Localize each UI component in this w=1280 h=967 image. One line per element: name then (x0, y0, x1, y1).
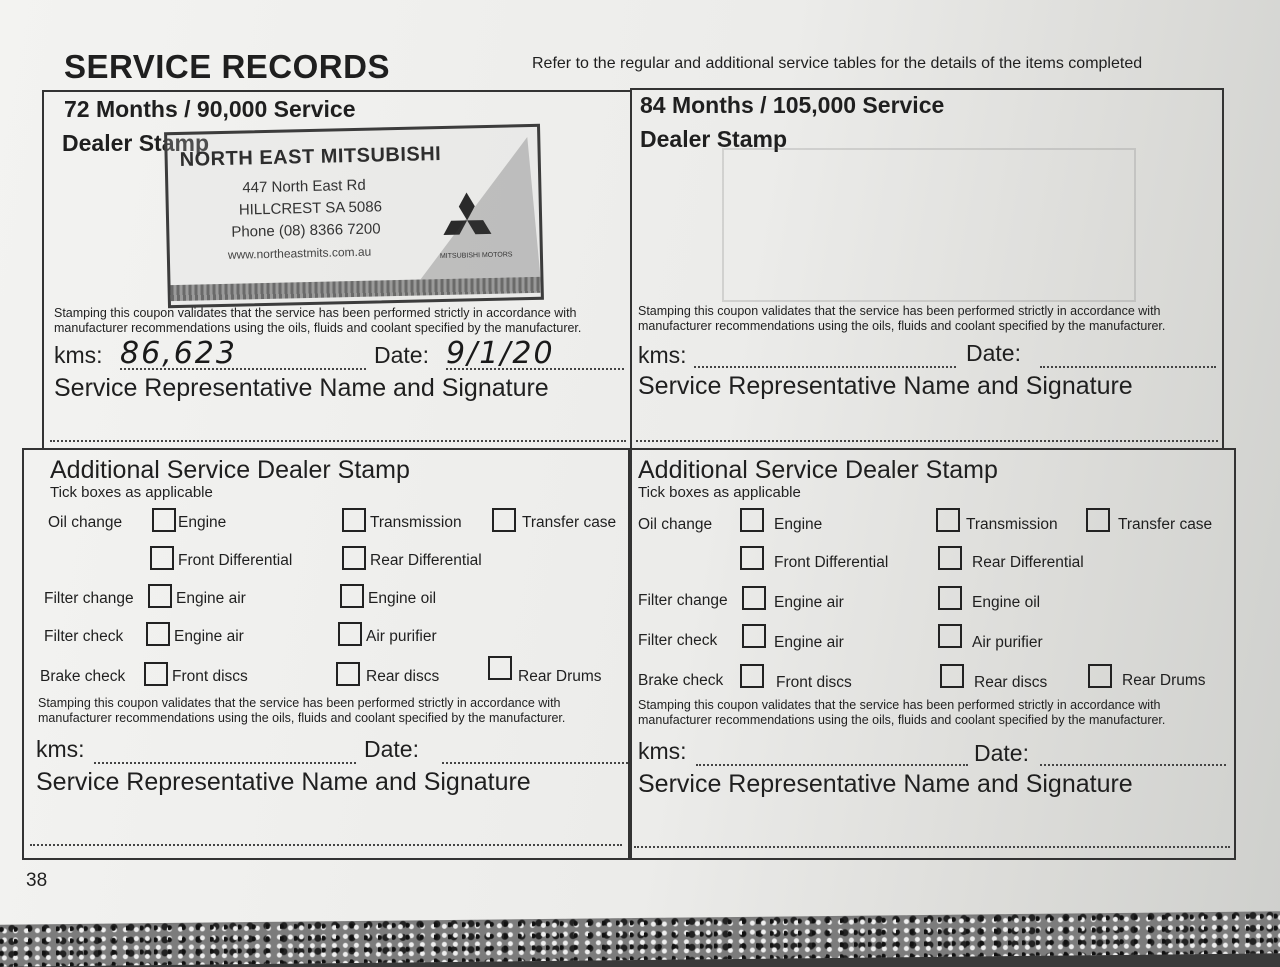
row-filter-change: Filter change (44, 590, 134, 607)
kms-label: kms: (54, 342, 103, 368)
stamp-disclaimer: Stamping this coupon validates that the service has been performed strictly in accordance with manufacturer recommendations using the oils, fluids and coolant specified by the manufacturer. (638, 304, 1166, 333)
opt-front-discs: Front discs (776, 674, 852, 691)
transfer-case-checkbox[interactable] (1086, 508, 1110, 532)
opt-engine: Engine (178, 514, 227, 531)
opt-transmission: Transmission (966, 516, 1058, 533)
date-label: Date: (974, 740, 1029, 766)
page-number: 38 (26, 870, 48, 891)
kms-label: kms: (638, 738, 687, 764)
additional-title: Additional Service Dealer Stamp (50, 456, 410, 484)
stamp-suburb: HILLCREST SA 5086 (238, 198, 383, 219)
engine-oil-change-checkbox[interactable] (740, 508, 764, 532)
rear-discs-checkbox[interactable] (336, 662, 360, 686)
date-line (1040, 764, 1226, 766)
engine-air-filter-check-checkbox[interactable] (146, 622, 170, 646)
row-oil-change: Oil change (48, 514, 123, 531)
opt-front-differential: Front Differential (774, 554, 889, 571)
tick-instructions: Tick boxes as applicable (638, 484, 801, 501)
transmission-checkbox[interactable] (936, 508, 960, 532)
signature-line (634, 846, 1230, 848)
opt-rear-differential: Rear Differential (370, 552, 482, 569)
opt-front-discs: Front discs (172, 668, 248, 685)
dealer-stamp (164, 124, 544, 308)
opt-engine-oil: Engine oil (972, 594, 1041, 611)
row-filter-change: Filter change (638, 592, 728, 609)
stamp-disclaimer: Stamping this coupon validates that the service has been performed strictly in accordance with manufacturer recommendations using the oils, fluids and coolant specified by the manufacturer. (54, 306, 582, 335)
additional-service-right-panel (628, 448, 1236, 860)
stamp-phone: Phone (08) 8366 7200 (231, 220, 381, 241)
signature-label: Service Representative Name and Signature (54, 374, 549, 402)
transmission-checkbox[interactable] (342, 508, 366, 532)
date-line (442, 762, 628, 764)
opt-air-purifier: Air purifier (366, 628, 437, 645)
additional-title: Additional Service Dealer Stamp (638, 456, 998, 484)
rear-differential-checkbox[interactable] (938, 546, 962, 570)
engine-oil-filter-checkbox[interactable] (938, 586, 962, 610)
service-84-months-panel (630, 88, 1224, 450)
opt-front-differential: Front Differential (178, 552, 293, 569)
stamp-dealer-name: NORTH EAST MITSUBISHI (179, 143, 442, 171)
row-filter-check: Filter check (44, 628, 124, 645)
signature-line (30, 844, 622, 846)
engine-air-filter-change-checkbox[interactable] (742, 586, 766, 610)
signature-label: Service Representative Name and Signature (36, 768, 531, 796)
air-purifier-checkbox[interactable] (938, 624, 962, 648)
header-note: Refer to the regular and additional service tables for the details of the items completed (532, 55, 1143, 72)
stamp-disclaimer: Stamping this coupon validates that the service has been performed strictly in accordance with manufacturer recommendations using the oils, fluids and coolant specified by the manufacturer. (38, 696, 566, 725)
stamp-disclaimer: Stamping this coupon validates that the service has been performed strictly in accordance with manufacturer recommendations using the oils, fluids and coolant specified by the manufacturer. (638, 698, 1166, 727)
service-title: 72 Months / 90,000 Service (64, 96, 356, 122)
opt-engine-air: Engine air (176, 590, 246, 607)
opt-engine-oil: Engine oil (368, 590, 437, 607)
opt-engine: Engine (774, 516, 823, 533)
opt-rear-drums: Rear Drums (1122, 672, 1206, 689)
air-purifier-checkbox[interactable] (338, 622, 362, 646)
front-discs-checkbox[interactable] (144, 662, 168, 686)
service-title: 84 Months / 105,000 Service (640, 92, 945, 118)
kms-label: kms: (638, 342, 687, 368)
rear-drums-checkbox[interactable] (1088, 664, 1112, 688)
date-label: Date: (966, 340, 1021, 366)
engine-air-filter-check-checkbox[interactable] (742, 624, 766, 648)
kms-label: kms: (36, 736, 85, 762)
opt-engine-air: Engine air (174, 628, 244, 645)
signature-line (636, 440, 1218, 442)
engine-oil-change-checkbox[interactable] (152, 508, 176, 532)
engine-air-filter-change-checkbox[interactable] (148, 584, 172, 608)
transfer-case-checkbox[interactable] (492, 508, 516, 532)
row-brake-check: Brake check (40, 668, 126, 685)
front-differential-checkbox[interactable] (740, 546, 764, 570)
rear-discs-checkbox[interactable] (940, 664, 964, 688)
row-brake-check: Brake check (638, 672, 724, 689)
kms-line (694, 366, 956, 368)
page-title: SERVICE RECORDS (64, 48, 390, 85)
dealer-stamp-label: Dealer Stamp (62, 130, 210, 156)
opt-transfer-case: Transfer case (522, 514, 617, 531)
engine-oil-filter-checkbox[interactable] (340, 584, 364, 608)
stamp-ink-smudge (171, 277, 541, 301)
additional-service-left-panel (22, 448, 632, 860)
kms-handwritten-value: 86,623 (120, 336, 237, 371)
rear-drums-checkbox[interactable] (488, 656, 512, 680)
opt-rear-drums: Rear Drums (518, 668, 602, 685)
opt-rear-discs: Rear discs (974, 674, 1048, 691)
kms-line (120, 368, 366, 370)
date-label: Date: (364, 736, 419, 762)
date-line (1040, 366, 1216, 368)
opt-transmission: Transmission (370, 514, 462, 531)
stamp-ink-shape (417, 127, 540, 280)
rear-differential-checkbox[interactable] (342, 546, 366, 570)
opt-rear-differential: Rear Differential (972, 554, 1084, 571)
service-72-months-panel (42, 90, 632, 450)
tick-instructions: Tick boxes as applicable (50, 484, 213, 501)
date-line (446, 368, 624, 370)
opt-air-purifier: Air purifier (972, 634, 1043, 651)
opt-rear-discs: Rear discs (366, 668, 440, 685)
kms-line (696, 764, 968, 766)
row-filter-check: Filter check (638, 632, 718, 649)
signature-line (50, 440, 626, 442)
opt-engine-air: Engine air (774, 594, 844, 611)
signature-label: Service Representative Name and Signature (638, 770, 1133, 798)
row-oil-change: Oil change (638, 516, 713, 533)
signature-label: Service Representative Name and Signature (638, 372, 1133, 400)
dealer-stamp-label: Dealer Stamp (640, 126, 788, 152)
kms-line (94, 762, 356, 764)
ghost-stamp-imprint (722, 148, 1136, 302)
date-handwritten-value: 9/1/20 (446, 336, 555, 371)
date-label: Date: (374, 342, 429, 368)
opt-transfer-case: Transfer case (1118, 516, 1213, 533)
front-discs-checkbox[interactable] (740, 664, 764, 688)
front-differential-checkbox[interactable] (150, 546, 174, 570)
stamp-website: www.northeastmits.com.au (227, 244, 372, 262)
opt-engine-air: Engine air (774, 634, 844, 651)
stamp-address: 447 North East Rd (242, 176, 366, 197)
